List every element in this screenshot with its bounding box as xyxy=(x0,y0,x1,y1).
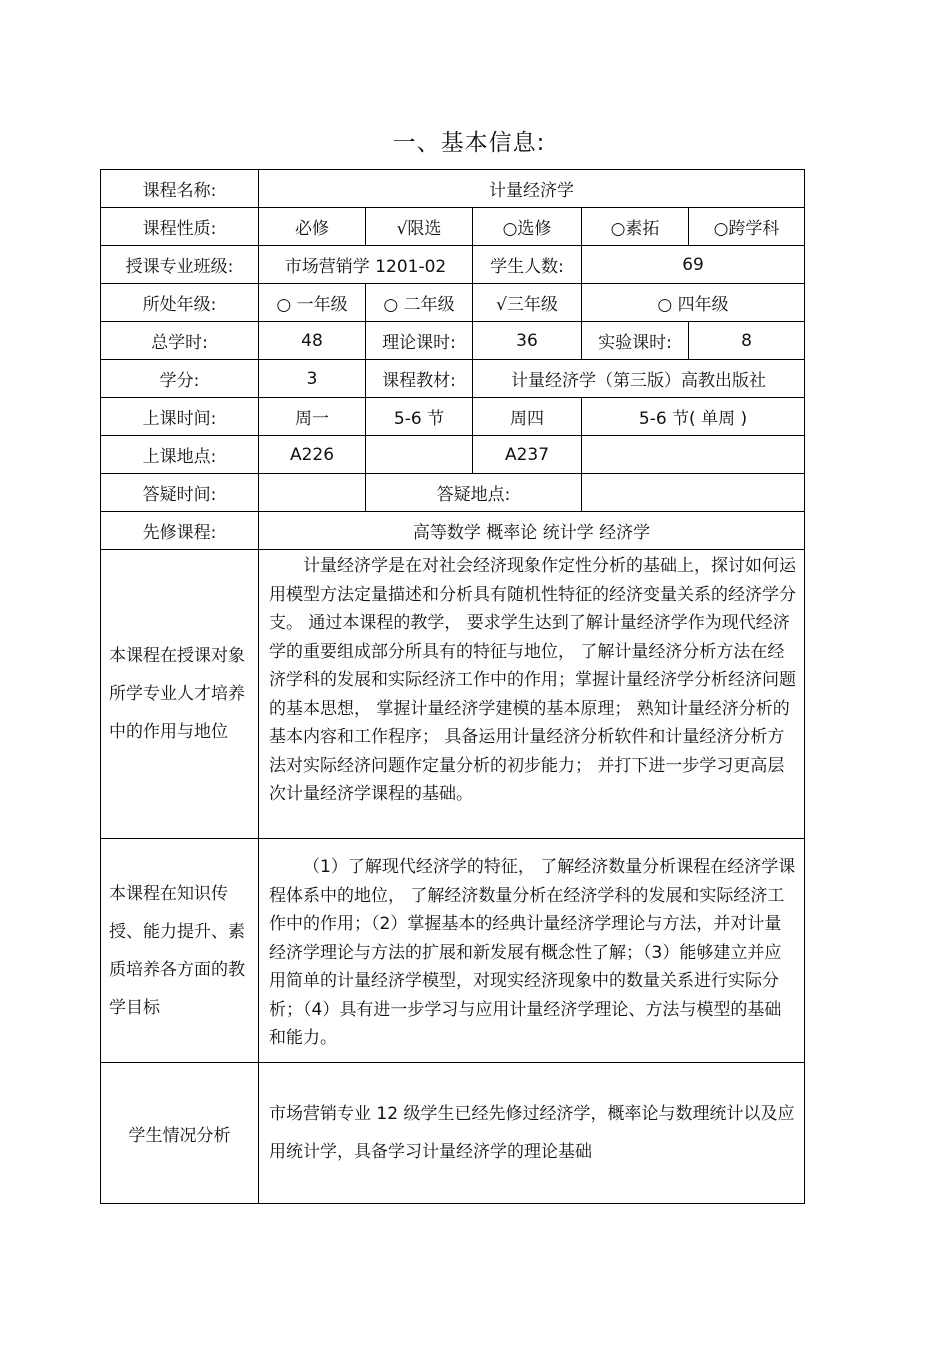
row-course-nature xyxy=(101,208,805,246)
student-count-value: 69 xyxy=(582,246,805,284)
row-class-time xyxy=(101,398,805,436)
row-course-role xyxy=(101,550,805,839)
row-credits xyxy=(101,360,805,398)
credits-label: 学分: xyxy=(101,360,259,398)
lab-hours-label: 实验课时: xyxy=(582,322,689,360)
credits-value: 3 xyxy=(259,360,366,398)
class-period-2: 5-6 节( 单周 ) xyxy=(582,398,805,436)
course-name-label: 课程名称: xyxy=(101,170,259,208)
grade-option-3: √三年级 xyxy=(473,284,582,322)
row-qa xyxy=(101,474,805,512)
course-role-label: 本课程在授课对象所学专业人才培养中的作用与地位 xyxy=(101,550,259,839)
class-label: 授课专业班级: xyxy=(101,246,259,284)
row-teaching-goals xyxy=(101,839,805,1063)
qa-time-value xyxy=(259,474,366,512)
lab-hours-value: 8 xyxy=(689,322,805,360)
row-hours xyxy=(101,322,805,360)
course-role-text: 计量经济学是在对社会经济现象作定性分析的基础上，探讨如何运用模型方法定量描述和分析具有随机性特征的经济变量关系的经济学分支。 通过本课程的教学， 要求学生达到了解计量经济学作为现代经济学的重要组成部分所具有的特征与地位， 了解计量经济分析方法在经济学科的发展和实际经济工作中的作用；掌握计量经济学分析经济问题的基本思想， 掌握计量经济学建模的基本原理； 熟知计量经济分析的基本内容和工作程序； 具备运用计量经济分析软件和计量经济分析方法对实际经济问题作定量分析的初步能力； 并打下进一步学习更高层次计量经济学课程的基础。 xyxy=(269,556,796,804)
qa-place-label: 答疑地点: xyxy=(366,474,582,512)
row-course-name xyxy=(101,170,805,208)
class-day-2: 周四 xyxy=(473,398,582,436)
student-analysis-label: 学生情况分析 xyxy=(101,1063,259,1204)
row-student-analysis xyxy=(101,1063,805,1204)
teaching-goals-text: （1）了解现代经济学的特征， 了解经济数量分析课程在经济学课程体系中的地位， 了解经济数量分析在经济学科的发展和实际经济工作中的作用；（2）掌握基本的经典计量经济学理论与方法，并对计量经济学理论与方法的扩展和新发展有概念性了解；（3）能够建立并应用简单的计量经济学模型，对现实经济现象中的数量关系进行实际分析；（4）具有进一步学习与应用计量经济学理论、方法与模型的基础和能力。 xyxy=(269,857,796,1048)
class-room-1: A226 xyxy=(259,436,366,474)
total-hours-label: 总学时: xyxy=(101,322,259,360)
row-prerequisites xyxy=(101,512,805,550)
textbook-value: 计量经济学（第三版）高教出版社 xyxy=(473,360,805,398)
theory-hours-value: 36 xyxy=(473,322,582,360)
class-room-1-extra xyxy=(366,436,473,474)
class-time-label: 上课时间: xyxy=(101,398,259,436)
prerequisites-label: 先修课程: xyxy=(101,512,259,550)
prerequisites-value: 高等数学 概率论 统计学 经济学 xyxy=(259,512,805,550)
teaching-goals-text-cell xyxy=(259,839,805,1063)
row-grade xyxy=(101,284,805,322)
class-room-2: A237 xyxy=(473,436,582,474)
page-title: 一、基本信息: xyxy=(392,130,546,156)
nature-option-quality: ○素拓 xyxy=(582,208,689,246)
student-analysis-text: 市场营销专业 12 级学生已经先修过经济学，概率论与数理统计以及应用统计学，具备学习计量经济学的理论基础 xyxy=(269,1104,795,1162)
nature-option-interdisciplinary: ○跨学科 xyxy=(689,208,805,246)
class-period-1: 5-6 节 xyxy=(366,398,473,436)
class-room-2-extra xyxy=(582,436,805,474)
course-role-text-cell xyxy=(259,550,805,839)
nature-option-required: 必修 xyxy=(259,208,366,246)
teaching-goals-label: 本课程在知识传授、能力提升、素质培养各方面的教学目标 xyxy=(101,839,259,1063)
row-class-location xyxy=(101,436,805,474)
total-hours-value: 48 xyxy=(259,322,366,360)
grade-option-1: ○ 一年级 xyxy=(259,284,366,322)
student-analysis-text-cell xyxy=(259,1063,805,1204)
course-nature-label: 课程性质: xyxy=(101,208,259,246)
row-class xyxy=(101,246,805,284)
class-value: 市场营销学 1201-02 xyxy=(259,246,473,284)
grade-option-2: ○ 二年级 xyxy=(366,284,473,322)
qa-place-value xyxy=(582,474,805,512)
nature-option-elective: ○选修 xyxy=(473,208,582,246)
nature-option-limited-elective: √限选 xyxy=(366,208,473,246)
class-day-1: 周一 xyxy=(259,398,366,436)
student-count-label: 学生人数: xyxy=(473,246,582,284)
grade-label: 所处年级: xyxy=(101,284,259,322)
grade-option-4: ○ 四年级 xyxy=(582,284,805,322)
qa-time-label: 答疑时间: xyxy=(101,474,259,512)
course-name-value: 计量经济学 xyxy=(259,170,805,208)
textbook-label: 课程教材: xyxy=(366,360,473,398)
theory-hours-label: 理论课时: xyxy=(366,322,473,360)
class-location-label: 上课地点: xyxy=(101,436,259,474)
basic-info-table xyxy=(100,169,805,1204)
